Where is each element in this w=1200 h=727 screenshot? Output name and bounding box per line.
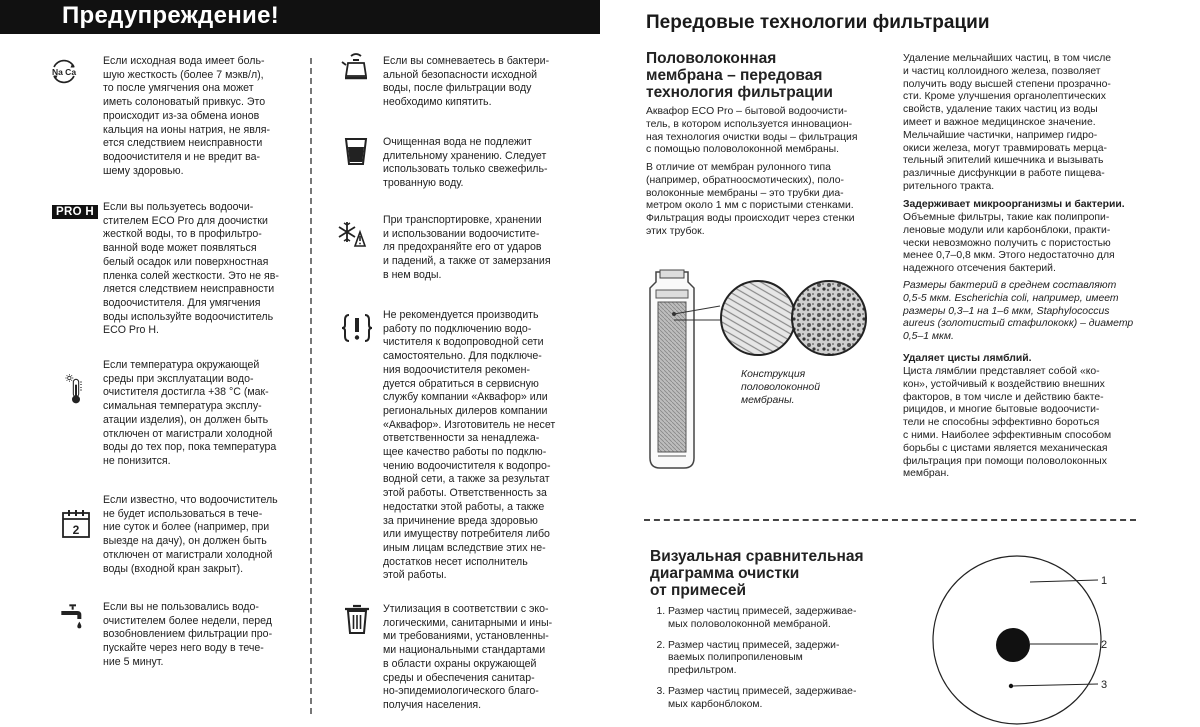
text-line: этой работы. bbox=[383, 569, 447, 582]
text-line: имеет и важное медицинское значение. bbox=[903, 116, 1096, 128]
text-line: различные дисфункции в работе пищева- bbox=[903, 168, 1105, 180]
lamblia-heading: Удаляет цисты лямблий. bbox=[903, 353, 1032, 364]
glass-icon bbox=[340, 135, 372, 167]
text-line: Фильтрация воды происходит через стенки bbox=[646, 213, 855, 225]
text-line: пленка солей жесткости. Это не яв- bbox=[103, 269, 279, 282]
text-line: Если известно, что водоочиститель bbox=[103, 494, 278, 506]
legend-item-2 bbox=[668, 640, 900, 678]
text-line: сти. Кроме улучшения органолептических bbox=[903, 91, 1106, 103]
text-line: Аквафор ECO Pro – бытовой водоочисти- bbox=[646, 106, 848, 117]
text-line: ная технология очистки воды – фильтрация bbox=[646, 131, 858, 143]
label-line-3 bbox=[1013, 684, 1098, 686]
text-line: среды при эксплуатации водо- bbox=[103, 372, 254, 385]
impurity-size-diagram bbox=[900, 540, 1130, 725]
text-line: получить воду высшей степени прозрачно- bbox=[903, 78, 1111, 90]
text-line: симальная температура эксплу- bbox=[103, 400, 262, 413]
text-line: отключен от магистрали холодной bbox=[103, 548, 273, 561]
bacteria-size-note bbox=[903, 280, 1135, 344]
text-line: не понизится. bbox=[103, 454, 171, 467]
diagram-heading bbox=[650, 548, 890, 599]
thermometer-icon bbox=[60, 374, 92, 406]
text-line: Размеры бактерий в среднем составляют bbox=[903, 280, 1117, 291]
text-line: мых карбонблоком. bbox=[668, 698, 763, 710]
text-line: выезде на дачу), он должен быть bbox=[103, 535, 267, 548]
membrane-particle-dot bbox=[1009, 684, 1013, 688]
text-line: пускайте через него воду в тече- bbox=[103, 642, 264, 655]
text-line: 0,5–1 мкм. bbox=[903, 331, 954, 343]
warning-not-used-day bbox=[103, 494, 289, 576]
text-line: ля предохраняйте его от ударов bbox=[383, 241, 542, 254]
text-line: очистителем более недели, перед bbox=[103, 614, 272, 627]
text-line: водоочистителя и не вредит ва- bbox=[103, 150, 261, 163]
text-line: кальция на ионы натрия, не явля- bbox=[103, 123, 271, 136]
warning-storage bbox=[383, 136, 568, 191]
text-line: метром около 1 мм с пористыми стенками. bbox=[646, 200, 854, 212]
text-line: кон», устойчивый к воздействию внешних bbox=[903, 378, 1105, 390]
warning-not-used-week bbox=[103, 601, 289, 670]
text-line: в области охраны окружающей bbox=[383, 657, 537, 670]
text-line: и частиц коллоидного железа, позволяет bbox=[903, 65, 1101, 77]
text-line: и падений, а также от замерзания bbox=[383, 255, 551, 268]
text-line: В отличие от мембран рулонного типа bbox=[646, 162, 831, 173]
snowflake-fragile-icon bbox=[337, 218, 369, 250]
text-line: Размер частиц примесей, задерживае- bbox=[668, 606, 857, 617]
text-line: достатков несет исполнитель bbox=[383, 555, 528, 568]
heading-line: Половолоконная bbox=[646, 50, 777, 67]
text-line: логическими, санитарными и ины- bbox=[383, 616, 553, 629]
membrane-cartridge-illustration bbox=[636, 262, 886, 472]
carbonblock-particle-circle bbox=[996, 628, 1030, 662]
heading-line: мембрана – передовая bbox=[646, 67, 823, 84]
text-line: борьбы с цистами является механическая bbox=[903, 442, 1108, 454]
text-line: Циста лямблии представляет собой «ко- bbox=[903, 366, 1100, 377]
text-line: Удаление мельчайших частиц, в том числе bbox=[903, 53, 1112, 64]
text-line: Если вы сомневаетесь в бактери- bbox=[383, 55, 550, 67]
bacteria-text bbox=[903, 212, 1135, 276]
text-line: службу компании «Аквафор» или bbox=[383, 391, 548, 404]
text-line: ние суток и более (например, при bbox=[103, 521, 270, 534]
text-line: щее качество работы по подклю- bbox=[383, 446, 547, 459]
text-line: получия населения. bbox=[383, 698, 482, 711]
filtration-page-title: Передовые технологии фильтрации bbox=[646, 12, 990, 33]
text-line: не будет использоваться в течe- bbox=[103, 507, 263, 520]
text-line: ECO Pro H. bbox=[103, 324, 159, 337]
warning-ecopro-sediment bbox=[103, 201, 289, 338]
text-line: длительному хранению. Следует bbox=[383, 149, 547, 162]
text-line: в нем воды. bbox=[383, 268, 442, 281]
warning-disposal bbox=[383, 603, 568, 713]
text-line: ми национальными стандартами bbox=[383, 644, 546, 657]
text-line: мембран. bbox=[903, 468, 950, 480]
text-line: с помощью половолоконной мембраны. bbox=[646, 144, 840, 156]
text-line: Объемные фильтры, такие как полипропи- bbox=[903, 212, 1110, 223]
text-line: Мельчайшие частички, например гидро- bbox=[903, 129, 1098, 141]
text-line: При транспортировке, хранении bbox=[383, 214, 542, 226]
text-line: 0,5-5 мкм. Escherichia coli, например, имеет bbox=[903, 292, 1119, 304]
text-line: ответственности за ненадлежа- bbox=[383, 432, 540, 445]
faucet-icon bbox=[56, 603, 88, 635]
text-line: происходит из-за обмена ионов bbox=[103, 109, 260, 122]
text-line: водной сети, а также за результат bbox=[383, 473, 550, 486]
legend-item-1 bbox=[668, 606, 900, 632]
text-line: ваемых полипропиленовым bbox=[668, 652, 803, 664]
particles-removal-text bbox=[903, 53, 1135, 194]
text-line: ляется следствием неисправности bbox=[103, 283, 275, 296]
water-softening-icon bbox=[48, 55, 80, 87]
text-line: недостатки этой работы, а также bbox=[383, 500, 545, 513]
text-line: дуется обратиться в сервисную bbox=[383, 377, 539, 390]
text-line: самостоятельно. Для подключе- bbox=[383, 350, 542, 363]
text-line: водоочистителя. Для умягчения bbox=[103, 296, 261, 309]
membrane-intro bbox=[646, 106, 886, 157]
text-line: тели не способны эффективно бороться bbox=[903, 417, 1100, 429]
text-line: ние 5 минут. bbox=[103, 655, 164, 668]
text-line: с ними. Наиболее эффективным способом bbox=[903, 429, 1112, 441]
text-line: шему здоровью. bbox=[103, 164, 184, 177]
pro-h-badge: PRO H bbox=[52, 205, 98, 219]
trash-bin-icon bbox=[341, 603, 373, 635]
diagram-label-3: 3 bbox=[1101, 679, 1108, 691]
text-line: ми требованиями, установленны- bbox=[383, 630, 549, 643]
diagram-label-1: 1 bbox=[1101, 575, 1108, 587]
text-line: (например, обратноосмотических), поло- bbox=[646, 174, 844, 186]
warning-brackets-icon bbox=[341, 312, 373, 344]
warning-hardness bbox=[103, 55, 289, 178]
section-separator bbox=[644, 519, 1136, 521]
warning-title: Предупреждение! bbox=[62, 2, 280, 29]
text-line: шую жесткость (более 7 мэкв/л), bbox=[103, 68, 264, 81]
text-line: Если вы пользуетесь водоочи- bbox=[103, 201, 254, 213]
text-line: Утилизация в соответствии с эко- bbox=[383, 603, 549, 615]
text-line: размеры 0,3–1 на 1–6 мкм, Staphylococcus bbox=[903, 305, 1110, 317]
text-line: Размер частиц примесей, задерживае- bbox=[668, 685, 857, 697]
text-line: фильтрация при помощи половолоконных bbox=[903, 455, 1107, 467]
text-line: очистителя достигла +38 °С (мак- bbox=[103, 386, 269, 399]
text-line: или имуществу потребителя либо bbox=[383, 528, 550, 541]
column-divider bbox=[310, 58, 312, 714]
text-line: aureus (золотистый стафилококк) – диаметр bbox=[903, 318, 1134, 330]
text-line: «Аквафор». Изготовитель не несет bbox=[383, 418, 556, 431]
text-line: Размер частиц примесей, задержи- bbox=[668, 639, 840, 651]
membrane-caption bbox=[741, 369, 871, 407]
text-line: атации изделия), он должен быть bbox=[103, 413, 269, 426]
text-line: воды, после фильтрации воду bbox=[383, 82, 532, 95]
warning-temperature bbox=[103, 359, 289, 469]
text-line: этой работы. Ответственность за bbox=[383, 487, 547, 500]
caption-line: мембраны. bbox=[741, 394, 795, 406]
text-line: но-эпидемиологического благо- bbox=[383, 685, 539, 698]
text-line: использовать только свежефиль- bbox=[383, 163, 548, 176]
text-line: леновые модули или карбонблоки, практи- bbox=[903, 224, 1111, 236]
label-line-1 bbox=[1030, 580, 1098, 582]
text-line: факторов, в том числе и действию бакте- bbox=[903, 391, 1104, 403]
calendar-icon bbox=[60, 508, 92, 540]
text-line: среды и обеспечения санитар- bbox=[383, 671, 535, 684]
text-line: Если температура окружающей bbox=[103, 359, 260, 371]
text-line: воды до тех пор, пока температура bbox=[103, 441, 277, 454]
text-line: чески невозможно получить с пористостью bbox=[903, 237, 1111, 249]
text-line: мых половолоконной мембраной. bbox=[668, 618, 831, 630]
text-line: трованную воду. bbox=[383, 177, 464, 190]
text-line: возобновлением фильтрации про- bbox=[103, 628, 273, 641]
heading-line: диаграмма очистки bbox=[650, 565, 800, 582]
text-line: жесткой воды, то в профильтро- bbox=[103, 228, 262, 241]
text-line: рительного тракта. bbox=[903, 180, 995, 192]
heading-line: от примесей bbox=[650, 582, 746, 599]
text-line: белый осадок или поверхностная bbox=[103, 255, 269, 268]
calendar-number: 2 bbox=[72, 523, 80, 537]
text-line: отключен от магистрали холодной bbox=[103, 427, 273, 440]
text-line: необходимо кипятить. bbox=[383, 96, 492, 109]
text-line: и использовании водоочистите- bbox=[383, 227, 540, 240]
text-line: префильтром. bbox=[668, 665, 737, 677]
text-line: региональных дилеров компании bbox=[383, 404, 548, 417]
diagram-label-2: 2 bbox=[1101, 639, 1108, 651]
text-line: воды (входной кран закрыт). bbox=[103, 562, 244, 575]
text-line: чистителя к водопроводной сети bbox=[383, 336, 544, 349]
legend-item-3 bbox=[668, 686, 900, 712]
warning-installation bbox=[383, 309, 568, 583]
caption-line: половолоконной bbox=[741, 381, 820, 393]
text-line: стителем ECO Pro для доочистки bbox=[103, 214, 268, 227]
text-line: иметь солоноватый привкус. Это bbox=[103, 96, 266, 109]
text-line: этих трубок. bbox=[646, 225, 705, 237]
kettle-icon bbox=[340, 52, 372, 84]
heading-line: Визуальная сравнительная bbox=[650, 548, 864, 565]
warning-transport bbox=[383, 214, 568, 283]
na-ca-label: Na Ca bbox=[51, 67, 77, 77]
text-line: рицидов, и многие бытовые водоочисти- bbox=[903, 404, 1100, 416]
bacteria-heading: Задерживает микроорганизмы и бактерии. bbox=[903, 199, 1125, 210]
text-line: тельный эпителий кишечника и вызывать bbox=[903, 155, 1104, 167]
text-line: Если вы не пользовались водо- bbox=[103, 601, 259, 613]
warning-boil-water bbox=[383, 55, 568, 110]
text-line: ванной воде может появляться bbox=[103, 242, 257, 255]
text-line: работу по подключению водо- bbox=[383, 322, 532, 335]
text-line: за причинение вреда здоровью bbox=[383, 514, 538, 527]
text-line: свойств, удаление таких частиц из воды bbox=[903, 104, 1098, 116]
text-line: Если исходная вода имеет боль- bbox=[103, 55, 265, 67]
text-line: Не рекомендуется производить bbox=[383, 309, 539, 321]
caption-line: Конструкция bbox=[741, 369, 806, 380]
text-line: воды используйте водоочиститель bbox=[103, 310, 274, 323]
text-line: Очищенная вода не подлежит bbox=[383, 136, 532, 148]
lamblia-text bbox=[903, 366, 1135, 481]
text-line: ется следствием неисправности bbox=[103, 137, 263, 150]
text-line: тель, в котором используется инновацион- bbox=[646, 118, 853, 130]
heading-line: технология фильтрации bbox=[646, 84, 833, 101]
text-line: то после умягчения она может bbox=[103, 82, 254, 95]
text-line: окиси железа, могут травмировать мерца- bbox=[903, 142, 1108, 154]
diagram-legend-list bbox=[650, 606, 900, 720]
text-line: менее 0,7–0,8 мкм. Этого недостаточно для bbox=[903, 250, 1115, 262]
text-line: иным лицам вследствие этих не- bbox=[383, 541, 546, 554]
text-line: ния водоочистителя рекомен- bbox=[383, 363, 530, 376]
membrane-description bbox=[646, 162, 886, 239]
text-line: надежного отсечения бактерий. bbox=[903, 263, 1056, 275]
text-line: альной безопасности исходной bbox=[383, 68, 538, 81]
text-line: волоконные мембраны – это трубки диа- bbox=[646, 187, 844, 199]
text-line: чению водоочистителя к водопро- bbox=[383, 459, 551, 472]
membrane-heading bbox=[646, 50, 886, 101]
